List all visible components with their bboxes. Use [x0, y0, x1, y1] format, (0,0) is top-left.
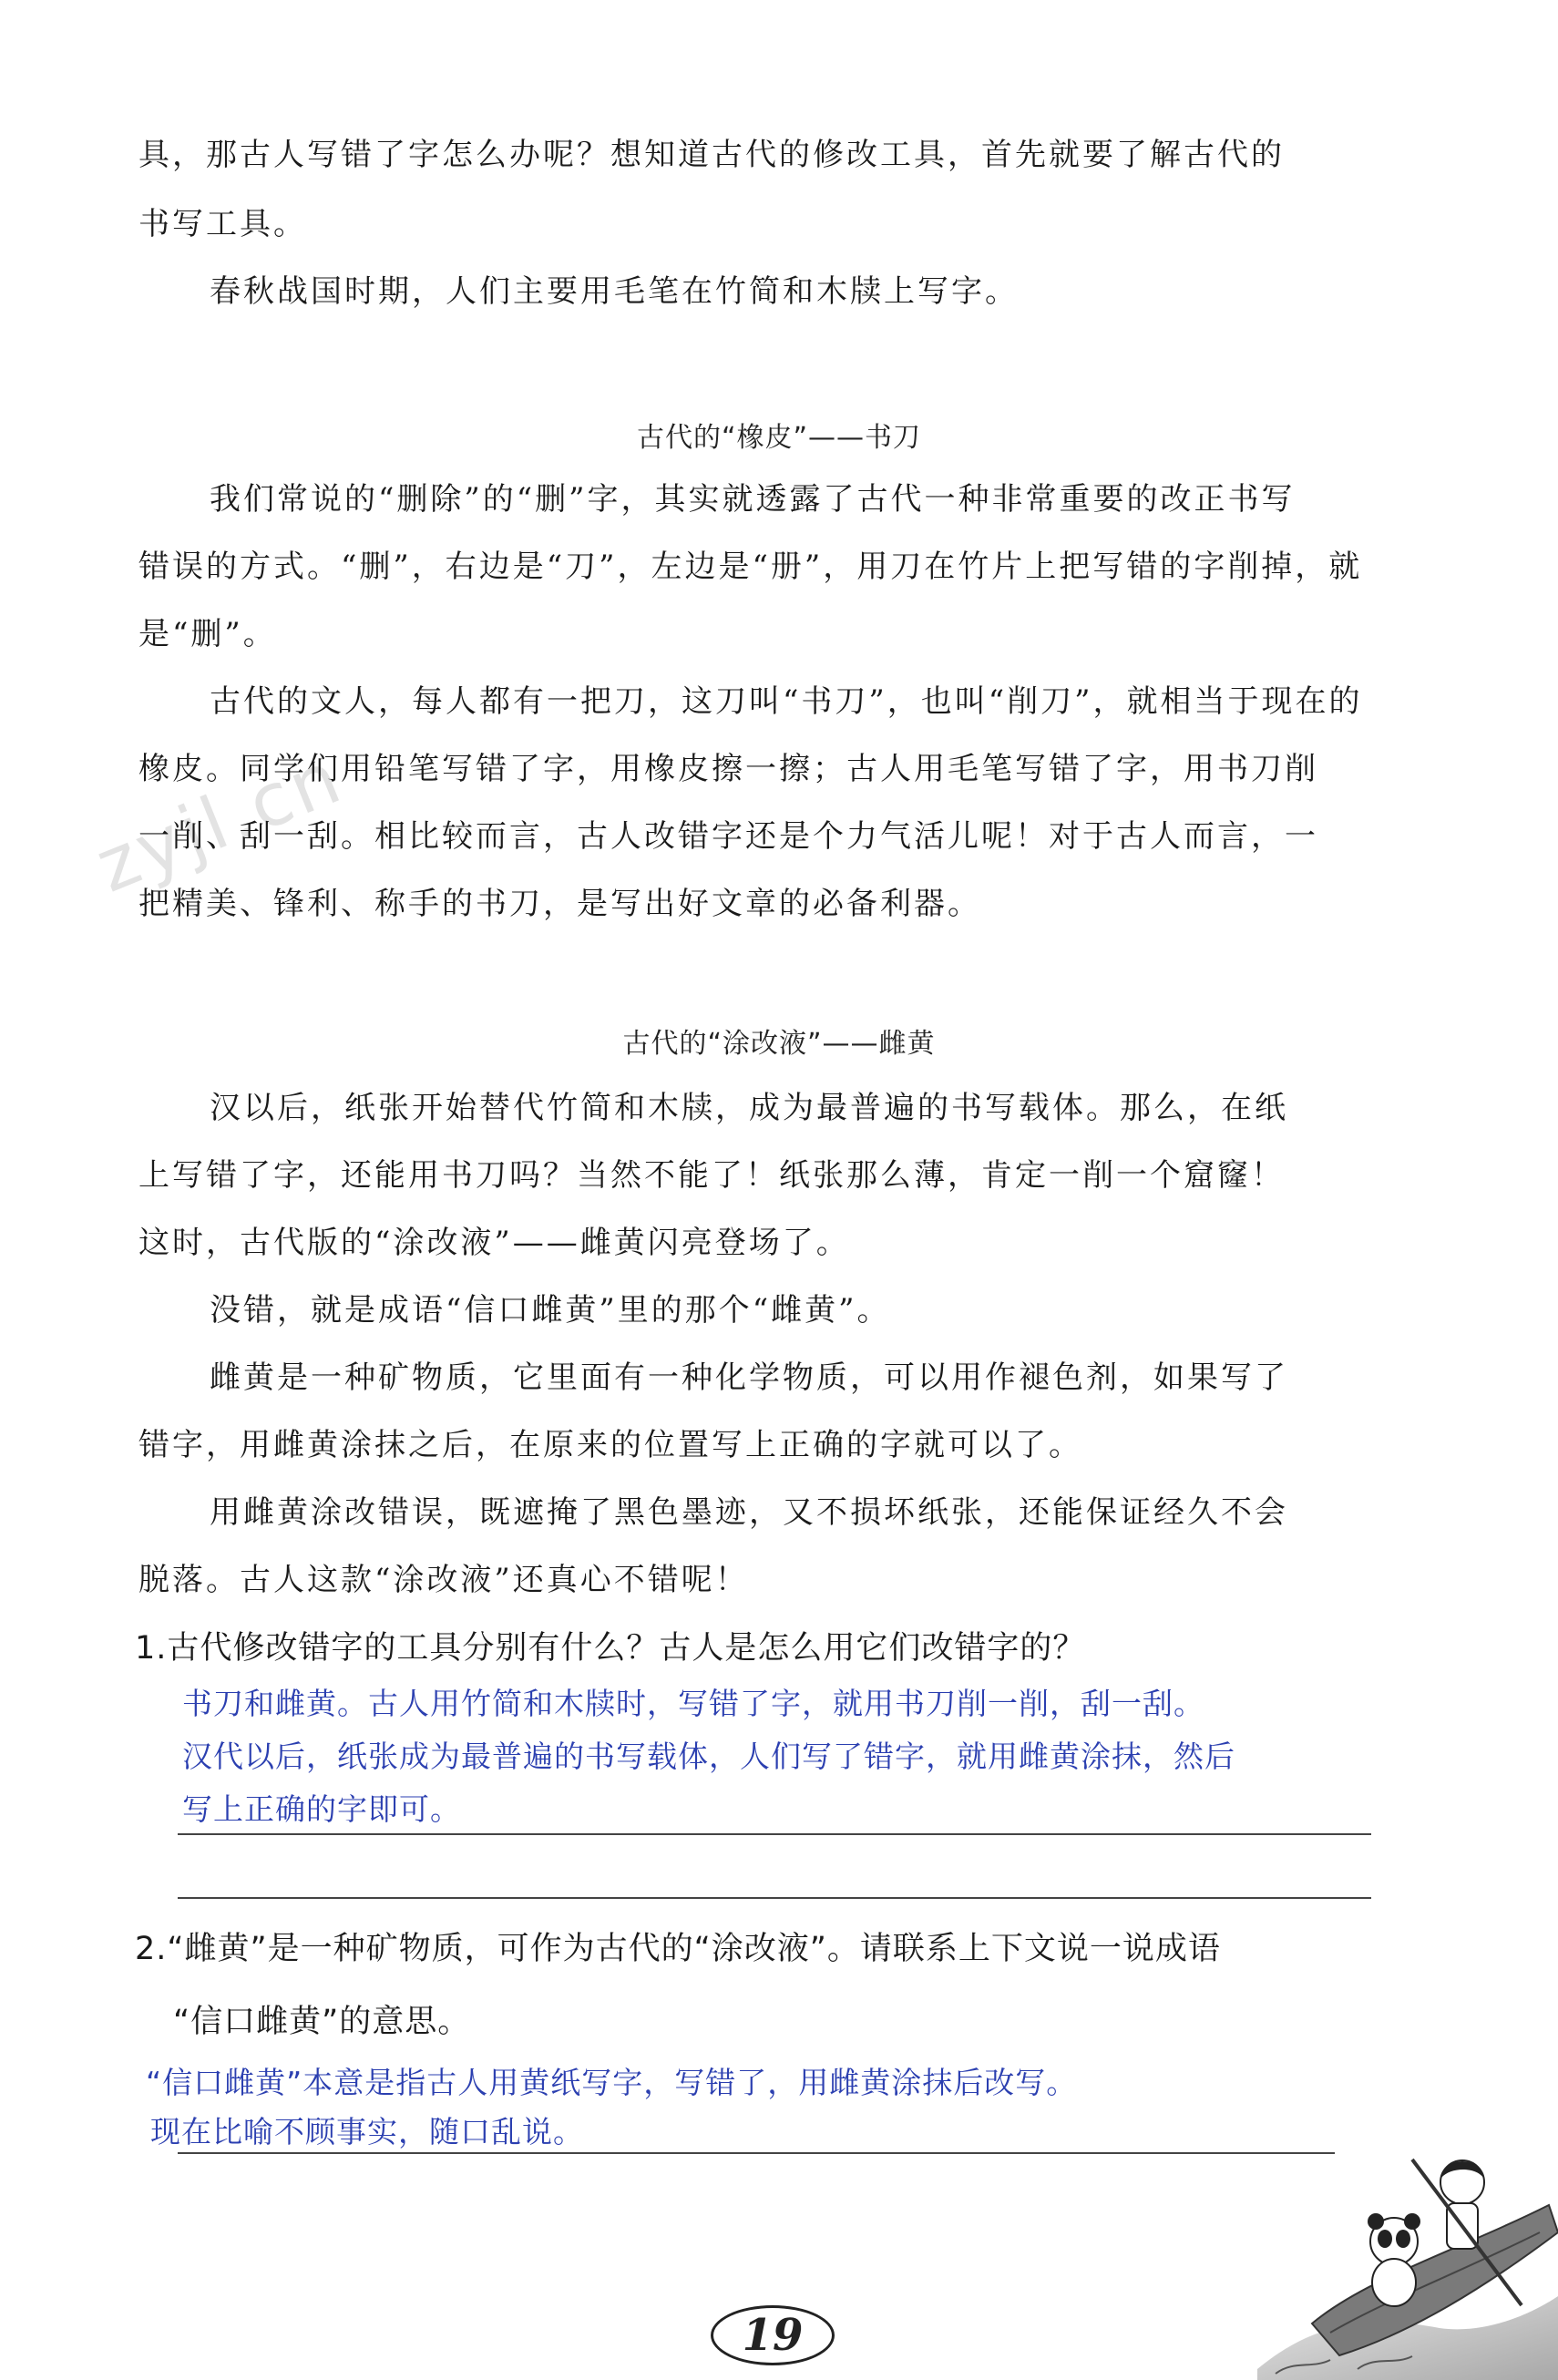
watermark: zyjl.cn: [84, 733, 355, 909]
section-heading: 古代的“橡皮”——书刀: [636, 422, 922, 454]
paragraph-line: 春秋战国时期，人们主要用毛笔在竹简和木牍上写字。: [210, 273, 1019, 310]
paragraph-line: 雌黄是一种矿物质，它里面有一种化学物质，可以用作褪色剂，如果写了: [210, 1359, 1288, 1396]
answer-rule: [178, 1897, 1371, 1899]
paragraph-line: 脱落。古人这款“涂改液”还真心不错呢！: [138, 1562, 749, 1598]
paragraph-line: 汉以后，纸张开始替代竹简和木牍，成为最普遍的书写载体。那么，在纸: [210, 1090, 1288, 1126]
paragraph-line: 上写错了字，还能用书刀吗？当然不能了！纸张那么薄，肯定一削一个窟窿！: [138, 1157, 1285, 1194]
paragraph-line: 没错，就是成语“信口雌黄”里的那个“雌黄”。: [210, 1292, 891, 1328]
question-2-cont: “信口雌黄”的意思。: [173, 2004, 471, 2040]
section-heading: 古代的“涂改液”——雌黄: [622, 1028, 936, 1060]
answer-line: 汉代以后，纸张成为最普遍的书写载体，人们写了错字，就用雌黄涂抹，然后: [182, 1739, 1235, 1774]
answer-line: 现在比喻不顾事实，随口乱说。: [150, 2114, 584, 2149]
page-number-badge: [711, 2305, 835, 2365]
paragraph-line: 这时，古代版的“涂改液”——雌黄闪亮登场了。: [138, 1225, 850, 1261]
paragraph-line: 错误的方式。“删”，右边是“刀”，左边是“册”，用刀在竹片上把写错的字削掉，就: [138, 549, 1363, 585]
question-1: 1.古代修改错字的工具分别有什么？古人是怎么用它们改错字的？: [135, 1630, 1086, 1667]
paragraph-line: 具，那古人写错了字怎么办呢？想知道古代的修改工具，首先就要了解古代的: [138, 137, 1285, 173]
paragraph-line: 我们常说的“删除”的“删”字，其实就透露了古代一种非常重要的改正书写: [210, 481, 1296, 518]
paragraph-line: 橡皮。同学们用铅笔写错了字，用橡皮擦一擦；古人用毛笔写错了字，用书刀削: [138, 751, 1318, 787]
paragraph-line: 书写工具。: [138, 206, 307, 242]
paragraph-line: 把精美、锋利、称手的书刀，是写出好文章的必备利器。: [138, 886, 981, 922]
answer-line: 书刀和雌黄。古人用竹简和木牍时，写错了字，就用书刀削一削，刮一刮。: [182, 1686, 1204, 1721]
page-number: 19: [742, 2310, 804, 2361]
question-2: 2.“雌黄”是一种矿物质，可作为古代的“涂改液”。请联系上下文说一说成语: [135, 1931, 1221, 1967]
answer-line: 写上正确的字即可。: [182, 1791, 461, 1827]
answer-line: “信口雌黄”本意是指古人用黄纸写字，写错了，用雌黄涂抹后改写。: [146, 2065, 1078, 2100]
boat-illustration: [1257, 2096, 1558, 2380]
paragraph-line: 古代的文人，每人都有一把刀，这刀叫“书刀”，也叫“削刀”，就相当于现在的: [210, 683, 1363, 720]
paragraph-line: 错字，用雌黄涂抹之后，在原来的位置写上正确的字就可以了。: [138, 1427, 1082, 1463]
paragraph-line: 是“删”。: [138, 616, 277, 652]
answer-rule: [178, 1833, 1371, 1835]
paragraph-line: 一削、刮一刮。相比较而言，古人改错字还是个力气活儿呢！对于古人而言，一: [138, 818, 1318, 855]
answer-rule: [178, 2152, 1335, 2154]
paragraph-line: 用雌黄涂改错误，既遮掩了黑色墨迹，又不损坏纸张，还能保证经久不会: [210, 1494, 1288, 1531]
